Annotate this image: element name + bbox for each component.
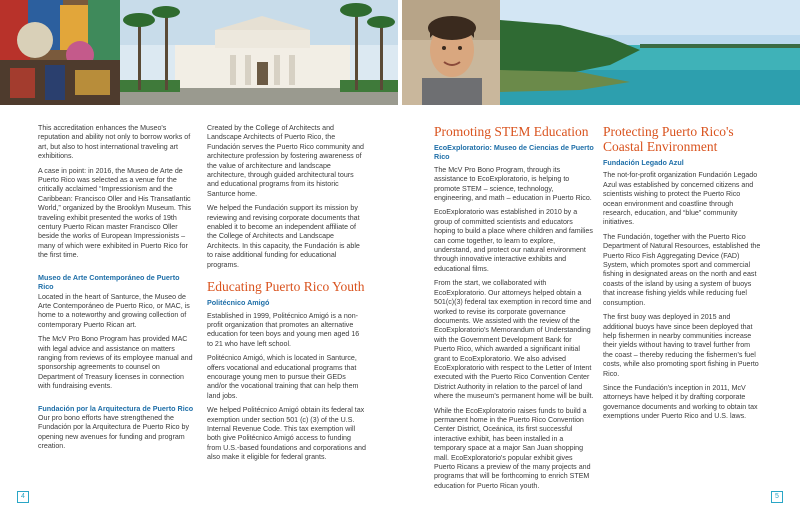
subheading: EcoExploratorio: Museo de Ciencias de Puerto Rico [434,143,594,162]
left-banner [0,0,398,105]
section-heading: Educating Puerto Rico Youth [207,279,365,295]
boy-portrait-image [402,0,500,105]
paragraph: This accreditation enhances the Museo's reputation and ability not only to borrow works of art, but also to host international traveling art exhibitions. [38,124,191,161]
paragraph: The McV Pro Bono Program has provided MAC with legal advice and assistance on matters ranging from reviews of its employee manual and sponsorship agreements to counsel on Department of Treasury licenses in connection with fundraising events. [38,335,193,391]
left-page-column-1 [38,124,196,457]
paragraph: We helped the Fundación support its mission by reviewing and revising corporate documents that enabled it to become an independent affiliate of the College of Architects and Landscape Architects. In this capacity, the Fundación is able to raise additional funding for educational programs. [207,204,360,269]
museum-building-image [120,0,398,105]
paragraph: The first buoy was deployed in 2015 and additional buoys have since been deployed that help fishermen in nearby communities increase their yields without having to travel further from the coast – thereby reducing the fishermen's fuel costs, while also promoting sport fishing in Puerto Rico. [603,313,759,378]
page-number-right: 5 [771,491,783,503]
paragraph: We helped Politécnico Amigó obtain its federal tax exemption under section 501 (c) (3) of the U.S. Internal Revenue Code. This tax exemption will both give Politécnico Amigó access to funding from U.S.-based foundations and corporations and also make it eligible for federal grants. [207,406,366,462]
paragraph: While the EcoExploratorio raises funds to build a permanent home in the Puerto Rico Convention Center District, Oceánica, its first successful interactive exhibit, has been installed in a temporary space at a major San Juan shopping mall. EcoExploratorio's popular exhibit gives Puerto Ricans a preview of the many projects and programs that will be forthcoming to enrich STEM education for Puerto Rican youth. [434,406,591,490]
subheading: Fundación Legado Azul [603,158,684,167]
section-heading: Protecting Puerto Rico's Coastal Environment [603,124,734,154]
subheading: Fundación por la Arquitectura de Puerto Rico [38,403,194,413]
section-heading: Promoting STEM Education [434,124,589,139]
paragraph: EcoExploratorio was established in 2010 by a group of committed scientists and educators hoping to build a place where children and families can come together, to learn to explore, understand, and protect our natural environment through innovative interactive exhibits and educational films. [434,208,593,273]
paragraph: Created by the College of Architects and Landscape Architects of Puerto Rico, the Fundación serves the Puerto Rico community and architecture profession by fostering awareness of the value of architecture and landscape architecture, through guided architectural tours and educational programs from its historic Santurce home. [207,124,364,198]
right-page-column-2 [603,124,761,427]
paragraph: From the start, we collaborated with EcoExploratorio. Our attorneys helped obtain a 501(c)(3) federal tax exemption in record time and worked to revise its corporate governance documents. We assisted with the review of the EcoExploratorio's Memorandum of Understanding with the Government Development Bank for Puerto Rico, which awarded a significant initial grant to EcoExploratorio. We also advised EcoExploratorio with respect to the Letter of Intent executed with the Puerto Rico Convention Center District Authority in relation to the parcel of land where the museum's permanent home will be built. [434,279,594,401]
paragraph: Established in 1999, Politécnico Amigó is a non-profit organization that promotes an alternative education for teen boys and young men aged 16 to 21 who have left school. [207,311,360,348]
right-banner [402,0,800,105]
coastline-image [500,0,800,105]
paragraph: The not-for-profit organization Fundación Legado Azul was established by concerned citizens and scientists wishing to protect the Puerto Rico ocean environment and coastline through research, education, and “blue” community initiatives. [603,171,758,227]
paragraph: Politécnico Amigó, which is located in Santurce, offers vocational and educational programs that encourage young men to pursue their GEDs and/or the vocational training that can help them land jobs. [207,354,359,400]
subheading: Politécnico Amigó [207,298,270,308]
page-number-left: 4 [17,491,29,503]
subheading: Museo de Arte Contemporáneo de Puerto Rico [38,272,180,292]
paragraph: Our pro bono efforts have strengthened the Fundación por la Arquitectura de Puerto Rico by opening new avenues for funding and program creation. [38,413,190,451]
right-page-column-1 [434,124,594,496]
mural-image [0,0,120,105]
paragraph: Located in the heart of Santurce, the Museo de Arte Contemporáneo de Puerto Rico, or MAC, is home to a noteworthy and growing collection of contemporary Puerto Rican art. [38,292,190,329]
paragraph: The McV Pro Bono Program, through its assistance to EcoExploratorio, is helping to promote STEM – science, technology, engineering, and math – education in Puerto Rico. [434,165,592,203]
paragraph: Since the Fundación's inception in 2011, McV attorneys have helped it by drafting corporate governance documents and working to obtain tax exemptions under Puerto Rico and U.S. laws. [603,383,758,421]
paragraph: The Fundación, together with the Puerto Rico Department of Natural Resources, established the Puerto Rico Fish Aggregating Device (FAD) System, which promotes sport and commercial fishing in designated areas on the north and east coasts of the island by using a system of buoys that increase fishing yields while reducing fuel consumption. [603,232,761,307]
left-page-column-2 [207,124,367,468]
paragraph: A case in point: in 2016, the Museo de Arte de Puerto Rico was selected as a venue for the critically acclaimed “Impressionism and the Caribbean: Francisco Oller and His Transatlantic World,” organized by the Brooklyn Museum. This traveling exhibit presented the works of 19th century Puerto Rican master Francisco Oller beside the works of European Impressionists – many of which were exhibited in Puerto Rico for the first time. [38,166,192,260]
